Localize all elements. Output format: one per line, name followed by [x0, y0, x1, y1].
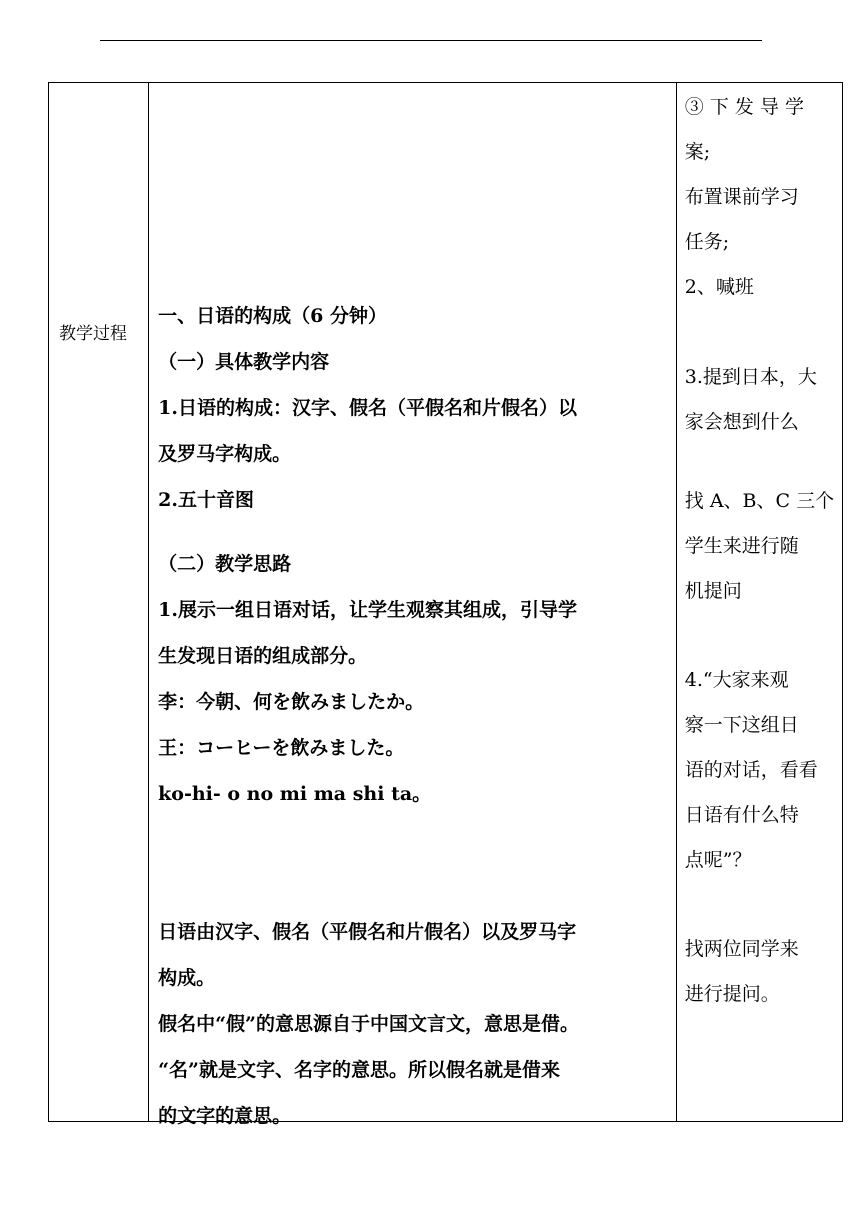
side-notes-cell	[676, 83, 842, 1122]
subsection-title: （二）教学思路	[158, 553, 292, 575]
note-line: 家会想到什么	[684, 411, 799, 433]
content-line: 日语由汉字、假名（平假名和片假名）以及罗马字	[158, 921, 577, 943]
note-line: 点呢”？	[684, 849, 752, 871]
row-label: 教学过程	[59, 324, 127, 344]
note-line: 2、喊班	[684, 276, 754, 298]
note-line: 找 A、B、C 三个	[684, 490, 835, 512]
content-line: “名”就是文字、名字的意思。所以假名就是借来	[158, 1059, 560, 1081]
section-title: 一、日语的构成（6 分钟）	[158, 305, 387, 327]
content-line: 1.展示一组日语对话，让学生观察其组成，引导学	[158, 599, 577, 621]
note-line: 日语有什么特	[684, 804, 799, 826]
main-content-cell	[149, 83, 677, 1127]
content-line: 及罗马字构成。	[158, 443, 292, 465]
header-rule	[100, 40, 762, 41]
table-row	[49, 83, 843, 1122]
note-line: 机提问	[684, 580, 742, 602]
subsection-title: （一）具体教学内容	[158, 351, 330, 373]
main-content	[158, 293, 668, 1139]
note-line: 察一下这组日	[684, 714, 799, 736]
note-line: 找两位同学来	[684, 938, 799, 960]
note-line: 3.提到日本，大	[684, 366, 817, 388]
dialog-line: 王：コーヒーを飲みました。	[158, 737, 405, 759]
note-line: ③ 下 发 导 学	[684, 96, 804, 118]
side-notes	[685, 85, 837, 1017]
content-line: 构成。	[158, 967, 216, 989]
note-line: 学生来进行随	[684, 535, 799, 557]
note-line: 进行提问。	[684, 983, 780, 1005]
note-line: 布置课前学习	[684, 186, 799, 208]
dialog-line: 李：今朝、何を飲みましたか。	[158, 691, 425, 713]
note-line: 案;	[684, 141, 711, 163]
content-line: 生发现日语的组成部分。	[158, 645, 368, 667]
content-line: 2.五十音图	[158, 489, 254, 511]
content-line: 假名中“假”的意思源自于中国文言文，意思是借。	[158, 1013, 579, 1035]
lesson-plan-table	[48, 82, 843, 1127]
content-line: 的文字的意思。	[158, 1105, 292, 1127]
row-label-cell	[49, 83, 149, 1122]
content-line: 1.日语的构成：汉字、假名（平假名和片假名）以	[158, 397, 577, 419]
note-line: 4.“大家来观	[684, 669, 789, 691]
note-line: 任务;	[684, 231, 730, 253]
romaji-line: ko-hi- o no mi ma shi ta。	[158, 783, 432, 805]
note-line: 语的对话，看看	[684, 759, 818, 781]
